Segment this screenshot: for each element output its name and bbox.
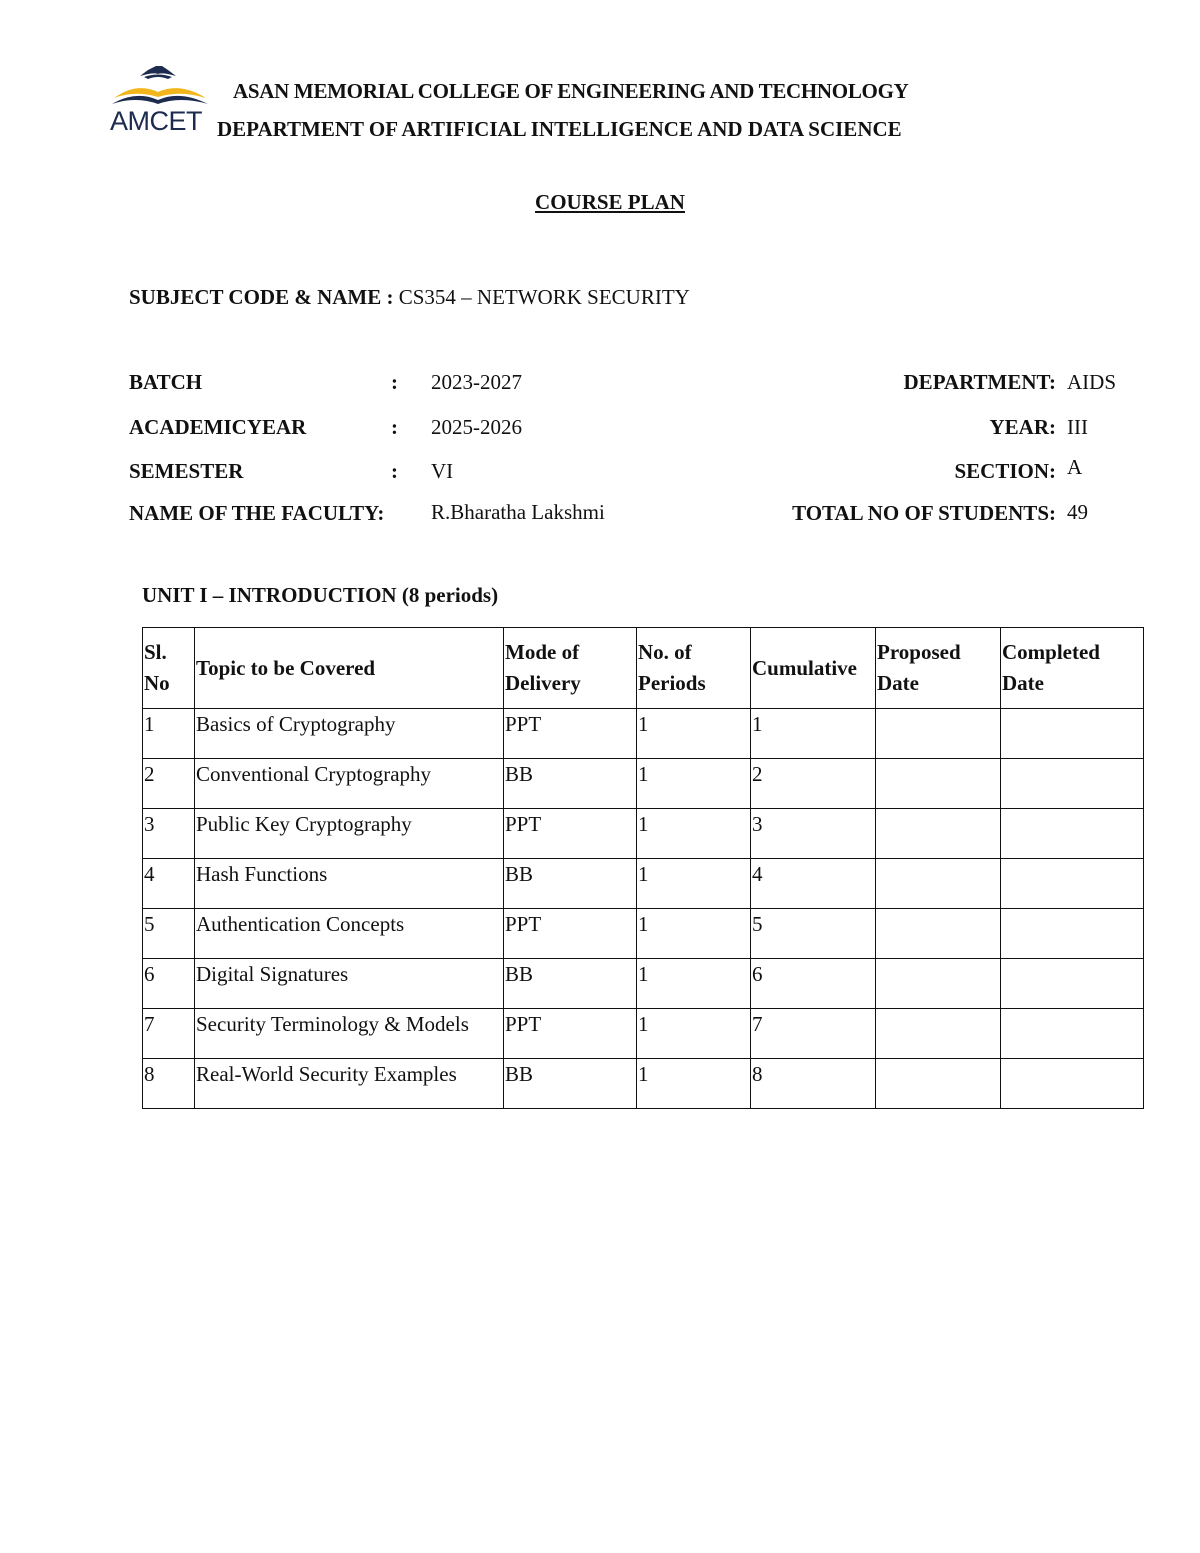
cell-completed-date	[1001, 759, 1144, 809]
col-periods-line1: No. of	[638, 640, 692, 664]
cell-sl: 7	[143, 1009, 195, 1059]
batch-value: 2023-2027	[431, 370, 522, 394]
col-mode	[504, 628, 637, 709]
subject-label: SUBJECT CODE & NAME :	[129, 285, 394, 309]
page-title: COURSE PLAN	[535, 190, 685, 214]
cell-completed-date	[1001, 809, 1144, 859]
cell-topic: Security Terminology & Models	[195, 1009, 504, 1059]
cell-completed-date	[1001, 1059, 1144, 1109]
cell-topic: Public Key Cryptography	[195, 809, 504, 859]
cell-periods: 1	[637, 909, 751, 959]
department-value: AIDS	[1067, 370, 1117, 394]
col-periods-line2: Periods	[638, 671, 706, 695]
cell-proposed-date	[876, 759, 1001, 809]
cell-sl: 4	[143, 859, 195, 909]
cell-proposed-date	[876, 709, 1001, 759]
academic-year-value: 2025-2026	[431, 415, 522, 439]
semester-label: SEMESTER	[129, 459, 244, 483]
col-sl-no-line2: No	[144, 671, 170, 695]
col-cumulative: Cumulative	[751, 628, 876, 709]
cell-sl: 3	[143, 809, 195, 859]
col-periods	[637, 628, 751, 709]
col-sl-no	[143, 628, 195, 709]
table-header-row	[143, 628, 1144, 709]
cell-mode: PPT	[504, 909, 637, 959]
college-name: ASAN MEMORIAL COLLEGE OF ENGINEERING AND TECHNOLOGY	[233, 79, 909, 103]
cell-proposed-date	[876, 959, 1001, 1009]
cell-proposed-date	[876, 1009, 1001, 1059]
year-label: YEAR:	[989, 415, 1056, 439]
table-row	[143, 809, 1144, 859]
cell-cumulative: 4	[751, 859, 876, 909]
cell-mode: BB	[504, 759, 637, 809]
faculty-label: NAME OF THE FACULTY:	[129, 501, 385, 525]
table-row	[143, 1059, 1144, 1109]
cell-sl: 2	[143, 759, 195, 809]
table-row	[143, 759, 1144, 809]
course-plan-table	[142, 627, 1144, 1109]
cell-topic: Digital Signatures	[195, 959, 504, 1009]
cell-cumulative: 6	[751, 959, 876, 1009]
cell-periods: 1	[637, 709, 751, 759]
cell-completed-date	[1001, 709, 1144, 759]
college-logo	[110, 64, 210, 144]
cell-sl: 5	[143, 909, 195, 959]
year-value: III	[1067, 415, 1088, 439]
subject-row	[129, 285, 690, 310]
department-name: DEPARTMENT OF ARTIFICIAL INTELLIGENCE AND DATA SCIENCE	[217, 117, 902, 141]
cell-periods: 1	[637, 859, 751, 909]
cell-mode: PPT	[504, 1009, 637, 1059]
col-proposed-line1: Proposed	[877, 640, 961, 664]
col-proposed-line2: Date	[877, 671, 919, 695]
cell-mode: BB	[504, 959, 637, 1009]
cell-sl: 1	[143, 709, 195, 759]
cell-periods: 1	[637, 759, 751, 809]
col-completed-line2: Date	[1002, 671, 1044, 695]
cell-proposed-date	[876, 909, 1001, 959]
cell-topic: Real-World Security Examples	[195, 1059, 504, 1109]
cell-mode: BB	[504, 859, 637, 909]
academic-year-label: ACADEMICYEAR	[129, 415, 307, 439]
cell-mode: PPT	[504, 809, 637, 859]
semester-separator: :	[391, 459, 398, 483]
cell-topic: Basics of Cryptography	[195, 709, 504, 759]
cell-proposed-date	[876, 809, 1001, 859]
cell-completed-date	[1001, 1009, 1144, 1059]
col-mode-line2: Delivery	[505, 671, 581, 695]
total-students-value: 49	[1067, 500, 1088, 524]
total-students-label: TOTAL NO OF STUDENTS:	[792, 501, 1056, 525]
cell-completed-date	[1001, 909, 1144, 959]
col-completed-date	[1001, 628, 1144, 709]
batch-label: BATCH	[129, 370, 203, 394]
cell-periods: 1	[637, 959, 751, 1009]
col-completed-line1: Completed	[1002, 640, 1100, 664]
col-proposed-date	[876, 628, 1001, 709]
cell-cumulative: 1	[751, 709, 876, 759]
cell-periods: 1	[637, 809, 751, 859]
open-book-icon	[110, 64, 210, 108]
cell-periods: 1	[637, 1059, 751, 1109]
academic-year-separator: :	[391, 415, 398, 439]
cell-cumulative: 2	[751, 759, 876, 809]
cell-sl: 8	[143, 1059, 195, 1109]
logo-text: AMCET	[110, 106, 202, 136]
cell-mode: PPT	[504, 709, 637, 759]
table-row	[143, 859, 1144, 909]
table-row	[143, 959, 1144, 1009]
cell-topic: Authentication Concepts	[195, 909, 504, 959]
cell-topic: Hash Functions	[195, 859, 504, 909]
subject-value: CS354 – NETWORK SECURITY	[398, 285, 690, 309]
cell-cumulative: 5	[751, 909, 876, 959]
batch-separator: :	[391, 370, 398, 394]
section-value: A	[1067, 455, 1083, 479]
cell-sl: 6	[143, 959, 195, 1009]
col-mode-line1: Mode of	[505, 640, 580, 664]
col-topic: Topic to be Covered	[195, 628, 504, 709]
semester-value: VI	[431, 459, 454, 483]
col-sl-no-line1: Sl.	[144, 640, 167, 664]
cell-periods: 1	[637, 1009, 751, 1059]
table-row	[143, 1009, 1144, 1059]
cell-completed-date	[1001, 859, 1144, 909]
cell-cumulative: 7	[751, 1009, 876, 1059]
cell-proposed-date	[876, 1059, 1001, 1109]
section-label: SECTION:	[954, 459, 1056, 483]
cell-completed-date	[1001, 959, 1144, 1009]
cell-proposed-date	[876, 859, 1001, 909]
faculty-value: R.Bharatha Lakshmi	[431, 500, 605, 524]
cell-mode: BB	[504, 1059, 637, 1109]
cell-cumulative: 3	[751, 809, 876, 859]
department-label: DEPARTMENT:	[903, 370, 1056, 394]
cell-topic: Conventional Cryptography	[195, 759, 504, 809]
unit-title: UNIT I – INTRODUCTION (8 periods)	[142, 583, 499, 607]
cell-cumulative: 8	[751, 1059, 876, 1109]
table-row	[143, 709, 1144, 759]
table-row	[143, 909, 1144, 959]
